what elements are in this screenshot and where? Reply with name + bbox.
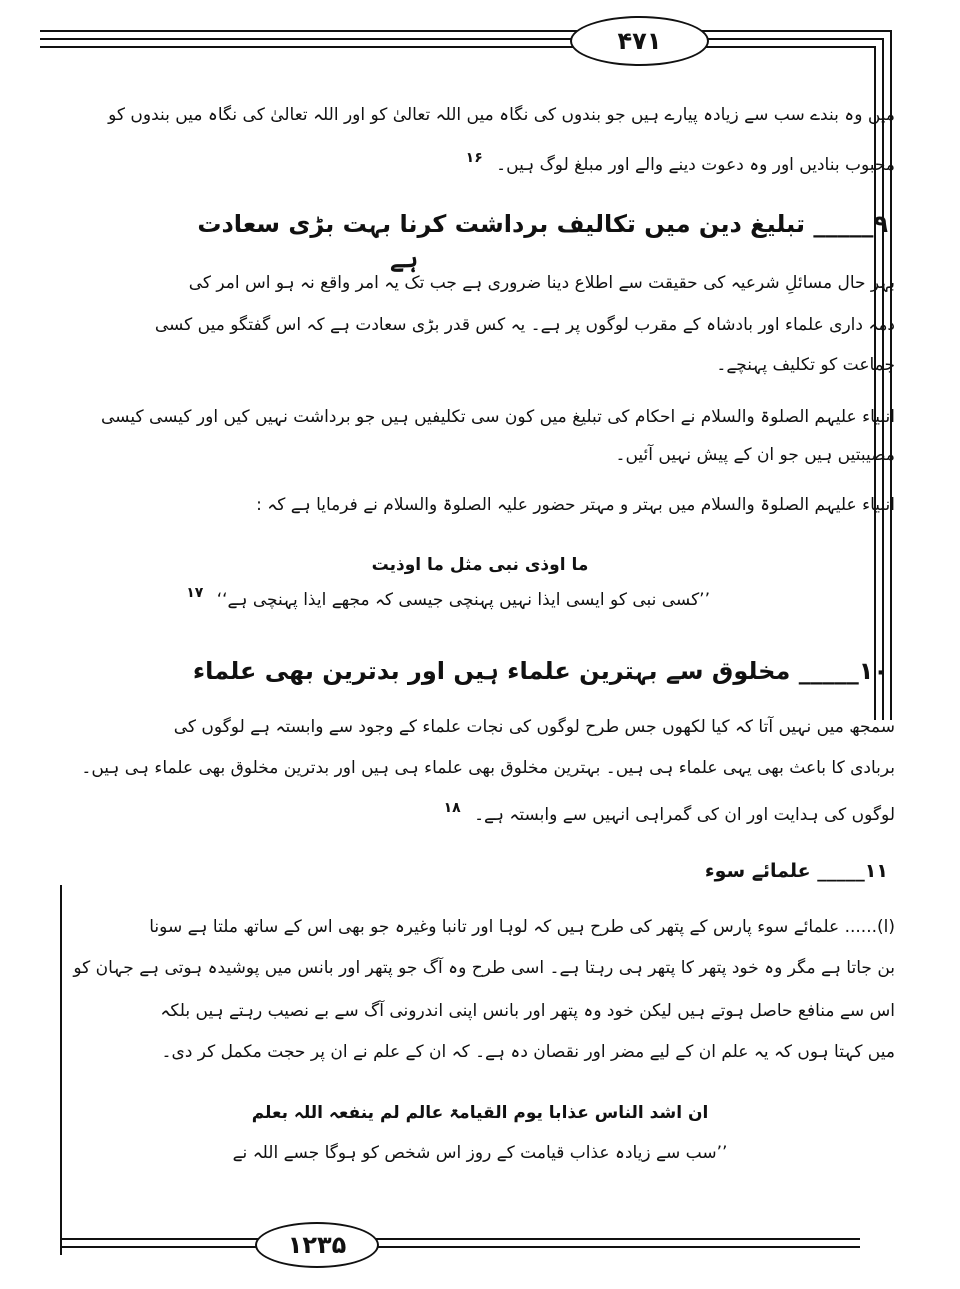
intro-line-2-text: محبوب بنادیں اور وہ دعوت دینے والے اور مبلغ لوگ ہیں۔: [496, 155, 895, 175]
hadith-1-arabic: ما اوذی نبی مثل ما اوذیت: [371, 555, 589, 575]
footnote-ref-16: ۱۶: [465, 150, 483, 166]
heading-9-title: تبلیغ دین میں تکالیف برداشت کرنا بہت بڑی سعادت: [197, 210, 805, 238]
para-1-line-3: جماعت کو تکلیف پہنچے۔: [716, 355, 895, 375]
heading-10-number: ۱۰_____: [798, 657, 888, 685]
top-frame-line-inner: [40, 38, 882, 40]
section-heading-11: [705, 852, 888, 890]
top-frame-line-innermost: [40, 46, 874, 48]
para-4-line-3: [444, 800, 895, 831]
top-frame-line: [40, 30, 890, 32]
left-frame-line: [60, 885, 62, 1255]
hadith-2-arabic: ان اشد الناس عذابا یوم القیامۃ عالم لم ینفعہ اللہ بعلم: [251, 1103, 709, 1123]
hadith-1-translation-text: ’’کسی نبی کو ایسی ایذا نہیں پہنچی جیسی کہ مجھے ایذا پہنچی ہے‘‘: [216, 590, 710, 610]
para-2-line-2: مصیبتیں ہیں جو ان کے پیش نہیں آئیں۔: [615, 445, 895, 465]
para-4-line-1: سمجھ میں نہیں آتا کہ کیا لکھوں جس طرح لوگوں کی نجات علماء کے وجود سے وابستہ ہے لوگوں کی: [173, 717, 895, 737]
para-3-line-1: انبیاء علیہم الصلوۃ والسلام میں بہتر و مہتر حضور علیہ الصلوۃ والسلام نے فرمایا ہے کہ :: [256, 495, 895, 515]
right-frame-line-innermost: [874, 46, 876, 720]
bottom-page-number: ۱۲۳۵: [255, 1222, 379, 1268]
intro-line-1: میں وہ بندے سب سے زیادہ پیارے ہیں جو بندوں کی نگاہ میں اللہ تعالیٰ کو اور اللہ تعالیٰ کی نگاہ میں بندوں کو: [108, 105, 895, 125]
heading-11-title: علمائے سوء: [704, 860, 811, 882]
bottom-frame-line: [60, 1238, 860, 1240]
section-heading-9: [197, 205, 888, 243]
footnote-ref-18: ۱۸: [443, 800, 461, 816]
bottom-frame-line-inner: [60, 1246, 860, 1248]
para-5-line-2: بن جاتا ہے مگر وہ خود پتھر کا پتھر ہی رہتا ہے۔ اسی طرح وہ آگ جو پتھر اور بانس میں پوشیدہ ہوتی ہے جہان کو: [73, 958, 895, 978]
intro-line-2: [466, 150, 895, 181]
para-4-line-2: بربادی کا باعث بھی یہی علماء ہی ہیں۔ بہترین مخلوق بھی علماء ہی ہیں اور بدترین مخلوق بھی علماء ہی ہیں۔: [81, 758, 895, 778]
para-5-line-4: میں کہتا ہوں کہ یہ علم ان کے لیے مضر اور نقصان دہ ہے۔ کہ ان کے علم نے ان پر حجت مکمل کر دی۔: [161, 1042, 895, 1062]
heading-10-title: مخلوق سے بہترین علماء ہیں اور بدترین بھی علماء: [192, 657, 791, 685]
para-1-line-1: بہر حال مسائلِ شرعیہ کی حقیقت سے اطلاع دینا ضروری ہے جب تک یہ امر واقع نہ ہو اس امر کی: [188, 273, 895, 293]
para-5-line-3: اس سے منافع حاصل ہوتے ہیں لیکن خود وہ پتھر اور بانس اپنی اندرونی آگ سے بے نصیب رہتے ہیں بلکہ: [160, 1001, 895, 1021]
hadith-1-translation: [186, 585, 710, 616]
para-5-line-1: (ا)...... علمائے سوء پارس کے پتھر کی طرح ہیں کہ لوہا اور تانبا وغیرہ جو بھی اس کے ساتھ ملتا ہے سونا: [149, 917, 895, 937]
section-heading-9-line-2: ہے: [390, 245, 419, 273]
para-4-line-3-text: لوگوں کی ہدایت اور ان کی گمراہی انہیں سے وابستہ ہے۔: [474, 805, 895, 825]
section-heading-10: [193, 652, 888, 690]
heading-9-number: ۹_____: [813, 210, 888, 238]
hadith-2-translation: ’’سب سے زیادہ عذاب قیامت کے روز اس شخص کو ہوگا جسے اللہ نے: [232, 1143, 728, 1163]
top-page-number: ۴۷۱: [570, 16, 709, 66]
footnote-ref-17: ۱۷: [186, 585, 204, 601]
para-2-line-1: انبیاء علیہم الصلوۃ والسلام نے احکام کی تبلیغ میں کون سی تکلیفیں ہیں جو برداشت نہیں کیں اور کیسی کیسی: [101, 407, 895, 427]
heading-11-number: ۱۱_____: [817, 860, 888, 882]
para-1-line-2: ذمہ داری علماء اور بادشاہ کے مقرب لوگوں پر ہے۔ یہ کس قدر بڑی سعادت ہے کہ اس گفتگو میں کسی: [154, 315, 895, 335]
